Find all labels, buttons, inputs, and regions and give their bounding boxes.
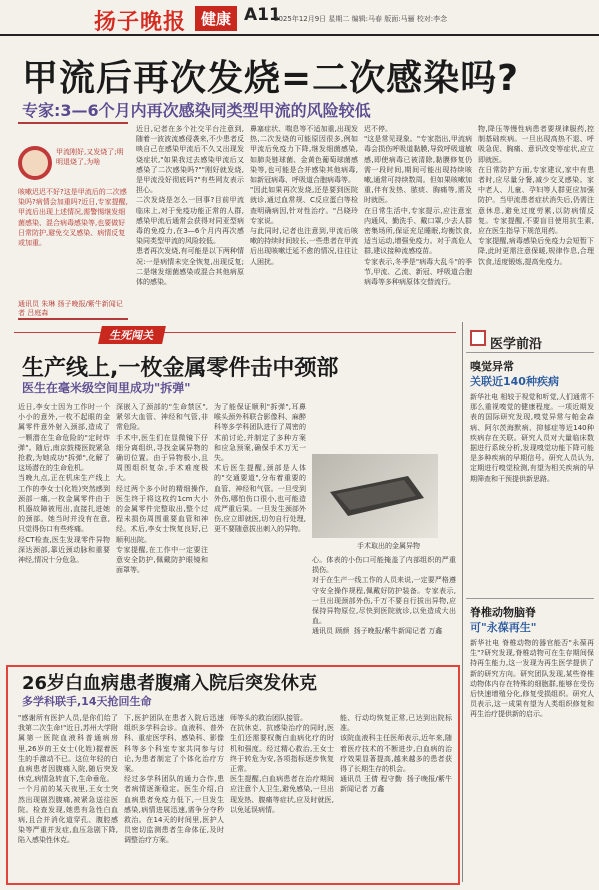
page-number: A11	[244, 5, 281, 25]
story3-column-2: 下,医护团队在患者入院后迅速组织多学科会诊。血液科、普外科、重症医学科、感染科、影像科等多个科室专家共同参与讨论,为患者制定了个体化治疗方案。 经过多学科团队的通力合作,患者病情逐渐稳定。医生介绍,白血病患者免疫力低下,一旦发生感染,病情进展迅速,需争分夺秒救治。在14天的时间里,医护人员密切监测患者生命体征,及时调整治疗方案。	[124, 714, 224, 845]
sidebar-rule	[466, 598, 594, 599]
story2-subheadline: 医生在毫米级空间里成功"拆弹"	[22, 381, 191, 395]
story1-headline: 甲流后再次发烧=二次感染吗?	[22, 58, 520, 99]
sidebar-item1-subhead: 关联近140种疾病	[470, 375, 559, 388]
story3-column-4: 能、行动均恢复正常,已达到出院标准。 该院血液科主任医师表示,近年来,随着医疗技术的不断进步,白血病的治疗效果显著提高,越来越多的患者获得了长期生存的机会。 通讯员 王倩 程守勤 扬子晚报/紫牛新闻记者 万鑫	[340, 714, 452, 794]
sidebar-title: 医学前沿	[490, 337, 543, 352]
story1-subheadline: 专家:3—6个月内再次感染同类型甲流的风险较低	[22, 101, 371, 120]
story3-column-1: "感谢所有医护人员,是你们给了我第二次生命!"近日,苏州大学附属第一医院血液科普通病房里,26岁的王女士(化姓)握着医生的手激动不已。这位年轻的白血病患者因腹痛入院,随后突发休克,病情急转直下,生命垂危。 一个月前的某天夜里,王女士突然出现剧烈腹痛,被紧急送往医院。检查发现,她患有急性白血病,且合并消化道穿孔、腹腔感染等严重并发症,血压急剧下降,陷入感染性休克。	[18, 714, 118, 845]
story1-column-2: 鼻塞症状、喘息等不适加重,出现发热,二次发烧的可能原因很多,例如甲流后免疫力下降,继发细菌感染,如肺炎链球菌、金黄色葡萄球菌感染等,也可能是合并感染其他病毒,如新冠病毒、呼吸道合胞病毒等。 "因此如果再次发烧,还是要到医院就诊,通过血常规、C反应蛋白等检查明确病因,针对性治疗。"吕晓玲专家说。 与此同时,记者也注意到,甲流后咳嗽的持续时间较长,一些患者在甲流后出现咳嗽迁延不愈的情况,往往让人困扰。	[250, 125, 358, 266]
newspaper-logo: 扬子晚报	[94, 9, 187, 35]
sidebar-divider	[462, 322, 463, 882]
photo-caption: 手术取出的金属异物	[357, 542, 420, 550]
section-label: 健康	[195, 6, 237, 31]
sidebar-item1-headline: 嗅觉异常	[470, 360, 514, 373]
sidebar-item2-subhead: 可"永葆再生"	[470, 621, 537, 634]
story1-byline: 通讯员 朱琳 扬子晚报/紫牛新闻记者 吕庭森	[18, 300, 123, 317]
sidebar-badge-icon	[470, 330, 486, 346]
story1-column-1: 近日,记者在多个社交平台注意到,随着一波波流感侵袭来,不少患者反映自己在感染甲流后不久又出现发烧症状,"如果我过去感染甲流后又感染了二次感染吗?""刚好就发烧,是甲流没好彻底吗?"有些网友表示担心。 二次发烧是怎么一回事?目前甲流临床上,对于免疫功能正常的人群,感染甲流后通常会获得对同亚型病毒的免疫力,在3—6个月内再次感染同类型甲流的风险较低。 患者再次发烧,有可能是以下两种情况:一是病情未完全恢复,出现反复;二是继发细菌感染或混合其他病原体的感染。	[136, 125, 244, 287]
metal-fragment-photo	[312, 454, 438, 538]
story2-column-2: 深嵌入了颈部的"生命禁区",紧邻大血管、神经和气管,非常危险。 手术中,医生们在显微镜下仔细分离组织,寻找金属异物的确切位置。由于异物极小,且周围组织复杂,手术难度极大。 经过两个多小时的精细操作,医生终于将这枚约1cm大小的金属零件完整取出,整个过程未损伤周围重要血管和神经。术后,李女士恢复良好,已顺利出院。 专家提醒,在工作中一定要注意安全防护,佩戴防护眼镜和面罩等。	[116, 403, 208, 575]
issue-meta: 2025年12月9日 星期二 编辑:马春 版面:马骊 校对:李念	[274, 15, 448, 23]
thermometer-illustration	[18, 146, 52, 180]
story3-subheadline: 多学科联手,14天抢回生命	[22, 695, 152, 708]
column-tag: 生死闯关	[98, 326, 166, 344]
story2-column-4: 心。体表的小伤口可能掩盖了内部组织的严重损伤。 对于在生产一线工作的人员来说,一定要严格遵守安全操作规程,佩戴好防护装备。专家表示,一旦出现颈部外伤,千万不要自行拔出异物,应保持异物原位,尽快到医院就诊,以免造成大出血。 通讯员 顾颜 扬子晚报/紫牛新闻记者 万鑫	[312, 556, 456, 636]
sidebar-item1-body: 新华社电 相较于视觉和听觉,人们通常不那么重视嗅觉的健康程度。一项近期发表的国际研究发现,嗅觉异常与帕金森病、阿尔茨海默病、抑郁症等近140种疾病存在关联。研究人员对大量临床数据进行系统分析,发现嗅觉功能下降可能是多种疾病的早期信号。研究人员认为,定期进行嗅觉检测,有望为相关疾病的早期筛查和干预提供新思路。	[470, 393, 594, 483]
story2-column-3: 为了能保证顺利"拆弹",耳鼻喉头颈外科联合影像科、麻醉科等多学科团队进行了周密的术前讨论,并制定了多种方案和应急预案,确保手术万无一失。 术后医生提醒,颈部是人体的"交通要道",分布着重要的血管、神经和气管。一旦受到外伤,哪怕伤口很小,也可能造成严重后果。一旦发生颈部外伤,应立即就医,切勿自行处理,更不要随意拔出刺入的异物。	[214, 403, 306, 534]
masthead	[0, 0, 599, 36]
story1-lead-b: 咳嗽迟迟不好?这是甲流后的二次感染吗?病情会加重吗?近日,专家提醒,甲流后出现上述情况,需警惕继发细菌感染、混合病毒感染等,也要做好日常防护,避免交叉感染、病情反复或加重。	[18, 188, 128, 248]
story1-column-3: 迟不停。 "这是常见现象。"专家指出,甲流病毒会损伤呼吸道黏膜,导致呼吸道敏感,即使病毒已被清除,黏膜修复仍需一段时间,期间可能出现持续咳嗽,通常可持续数周。但如果咳嗽加重,伴有发热、脓痰、胸痛等,需及时就医。 在日常生活中,专家提示,应注意室内通风、勤洗手、戴口罩,少去人群密集场所,保证充足睡眠,均衡饮食,适当运动,增强免疫力。对于高危人群,建议接种流感疫苗。 专家表示,冬季是"病毒大乱斗"的季节,甲流、乙流、新冠、呼吸道合胞病毒等多种病原体交替流行。	[364, 125, 472, 287]
story1-lead-a: 甲流刚好,又发烧了;明明退烧了,为啥	[56, 148, 124, 167]
metal-fragment-image	[312, 454, 438, 538]
section-band	[14, 332, 456, 346]
story3-headline: 26岁白血病患者腹痛入院后突发休克	[22, 673, 318, 694]
story2-headline: 生产线上,一枚金属零件击中颈部	[22, 356, 339, 381]
story3-column-3: 师等头的救治团队接管。 在抗休克、抗感染治疗的同时,医生们还需要权衡白血病化疗的时机和强度。经过精心救治,王女士终于转危为安,各项指标逐步恢复正常。 医生提醒,白血病患者在治疗期间应注意个人卫生,避免感染,一旦出现发热、腹痛等症状,应及时就医,以免延误病情。	[230, 714, 334, 814]
sidebar-item2-body: 新华社电 脊椎动物的器官能否"永葆再生"?研究发现,脊椎动物可在生存期间保持再生能力,这一发现为再生医学提供了新的研究方向。研究团队发现,某些脊椎动物体内存在特殊的细胞群,能够在受伤后快速增殖分化,修复受损组织。研究人员表示,这一成果有望为人类组织修复和再生治疗提供新的启示。	[470, 639, 594, 719]
story2-column-1: 近日,李女士因为工作时一个小小的意外,一枚不起眼的金属零件意外射入颈部,造成了一颗潜在生命危险的"定时炸弹"。随后,南京鼓楼医院紧急抢救,为她成功"拆弹",化解了这场潜在的生命危机。 当晚九点,正在机床生产线上工作的李女士(化姓)突然感到颈部一痛,一枚金属零件由于机器故障被甩出,直接扎进她的颈部。她当时并没有在意,只觉得伤口有些疼痛。 经CT检查,医生发现零件异物深达颈部,靠近颈动脉和重要神经,情况十分危急。	[18, 403, 110, 565]
sidebar-item2-headline: 脊椎动物脑脊	[470, 606, 536, 619]
sidebar-rule	[466, 352, 594, 353]
story1-column-4: 物,降压等慢性病患者要规律服药,控制基础疾病。一旦出现高热不退、呼吸急促、胸痛、意识改变等症状,应立即就医。 在日常防护方面,专家建议,家中有患者时,应尽量分餐,减少交叉感染。家中老人、儿童、孕妇等人群更应加强防护。当甲流患者症状消失后,仍需注意休息,避免过度劳累,以防病情反复。专家提醒,不要盲目使用抗生素,应在医生指导下规范用药。 专家提醒,病毒感染后免疫力会短暂下降,此时更需注意保暖,规律作息,合理饮食,适度锻炼,提高免疫力。	[478, 125, 594, 266]
